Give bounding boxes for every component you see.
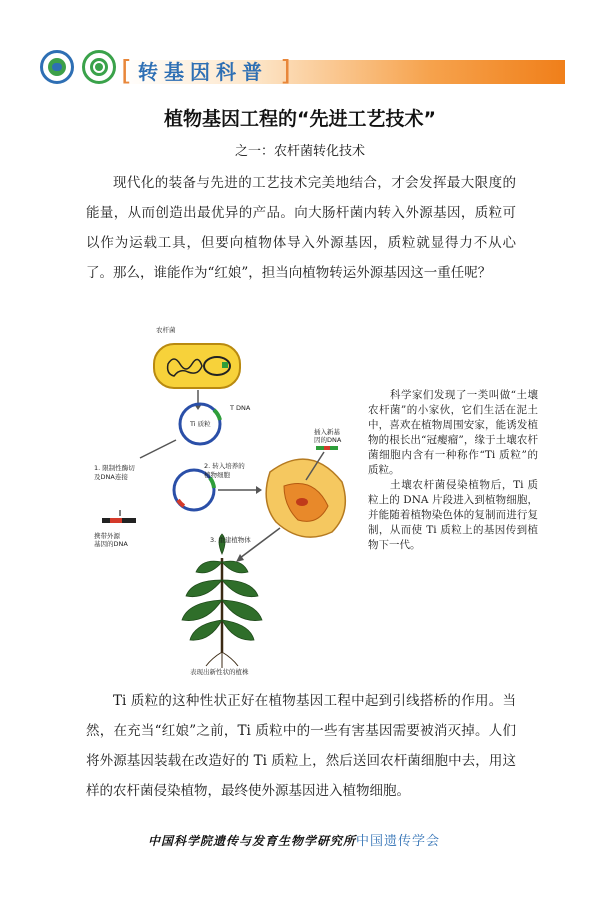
transgenic-plant-icon bbox=[182, 534, 262, 652]
society-logo-icon bbox=[82, 50, 116, 84]
banner-bracket-right: ] bbox=[280, 54, 291, 87]
footer-society: 中国遗传学会 bbox=[356, 834, 441, 849]
plant-roots-icon bbox=[206, 652, 238, 668]
label-step2: 2. 转入培养的 bbox=[204, 462, 245, 470]
label-step1: 1. 限制性酶切 bbox=[94, 464, 135, 472]
label-inserted-dna: 插入新基 bbox=[314, 428, 340, 436]
intro-paragraph: 现代化的装备与先进的工艺技术完美地结合，才会发挥最大限度的能量，从而创造出最优异的产品。向大肠杆菌内转入外源基因，质粒可以作为运载工具，但要向植物体导入外源基因，质粒就显得力不从心了。那么，谁能作为“红娘”，担当向植物转运外源基因这一重任呢？ bbox=[86, 175, 516, 281]
label-step1b: 及DNA连接 bbox=[94, 473, 128, 481]
footer-institute: 中国科学院遗传与发育生物学研究所 bbox=[148, 834, 357, 848]
label-step3: 3. 重建植物体 bbox=[210, 536, 251, 544]
diagram-graphics bbox=[80, 322, 380, 684]
label-ti-plasmid: Ti 质粒 bbox=[190, 420, 211, 428]
side-paragraph-2: 土壤农杆菌侵染植物后，Ti 质粒上的 DNA 片段进入到植物细胞，并能随着植物染色体的复制而进行复制，从而使 Ti 质粒上的基因传到植物下一代。 bbox=[368, 479, 538, 551]
page-header bbox=[0, 44, 600, 92]
label-foreign-dna-2: 基因的DNA bbox=[94, 540, 128, 548]
article-subtitle: 之一：农杆菌转化技术 bbox=[234, 144, 365, 159]
label-t-dna: T DNA bbox=[230, 404, 251, 412]
institute-logo-icon bbox=[40, 50, 74, 84]
label-transgenic-plant: 表现出新性状的植株 bbox=[190, 668, 249, 676]
banner-bracket-left: [ bbox=[121, 54, 132, 87]
side-paragraph-1: 科学家们发现了一类叫做“土壤农杆菌”的小家伙，它们生活在泥土中，喜欢在植物周围安家，能诱发植物的根长出“冠瘿瘤”，缘于土壤农杆菌细胞内含有一种称作“Ti 质粒”的质粒。 bbox=[368, 389, 538, 476]
article-title: 植物基因工程的“先进工艺技术” bbox=[164, 108, 436, 130]
outro-paragraph: Ti 质粒的这种性状正好在植物基因工程中起到引线搭桥的作用。当然，在充当“红娘”之前，Ti 质粒中的一些有害基因需要被消灭掉。人们将外源基因装载在改造好的 Ti 质粒上，然后送回农杆菌细胞中去，用这样的农杆菌侵染植物，最终使外源基因进入植物细胞。 bbox=[86, 693, 516, 799]
agrobacterium-diagram bbox=[80, 322, 380, 684]
label-inserted-dna-2: 因的DNA bbox=[314, 436, 342, 444]
label-step2b: 植物细胞 bbox=[204, 471, 230, 479]
side-text bbox=[368, 388, 538, 553]
banner-title: 转基因科普 bbox=[138, 60, 268, 84]
label-bacterium: 农杆菌 bbox=[156, 326, 176, 334]
label-foreign-dna: 携带外源 bbox=[94, 532, 120, 540]
